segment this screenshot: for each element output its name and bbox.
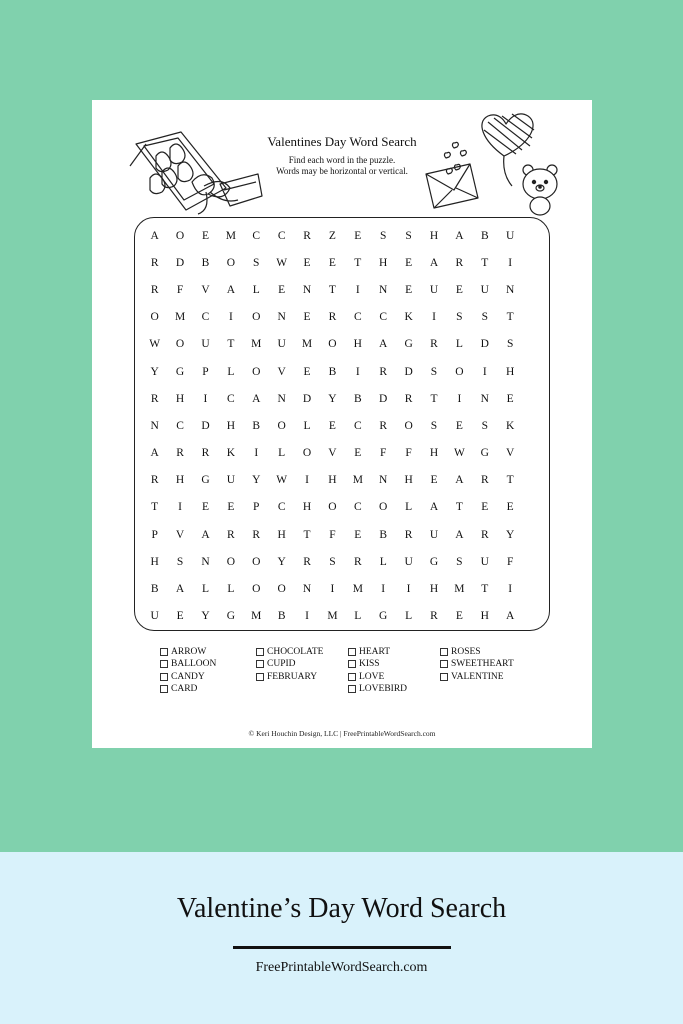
grid-letter: N <box>277 392 286 405</box>
word-column <box>348 646 434 695</box>
grid-letter: T <box>354 256 362 269</box>
grid-letter: I <box>254 447 259 460</box>
word-checkbox[interactable] <box>348 685 356 693</box>
grid-letter: A <box>150 229 159 242</box>
grid-row <box>142 385 523 412</box>
grid-letter: U <box>480 283 489 296</box>
word-search-sheet <box>92 100 592 748</box>
grid-letter: A <box>506 610 515 623</box>
grid-letter: U <box>277 338 286 351</box>
grid-letter: F <box>380 447 387 460</box>
grid-letter: T <box>303 528 311 541</box>
grid-letter: C <box>176 419 184 432</box>
word-label: CANDY <box>171 671 205 682</box>
grid-letter: U <box>201 338 210 351</box>
teddy-bear-icon <box>523 165 557 215</box>
grid-row <box>142 412 523 439</box>
sheet-title: Valentines Day Word Search <box>267 134 417 149</box>
grid-letter: U <box>226 474 236 487</box>
word-checkbox[interactable] <box>440 648 448 656</box>
word-label: LOVE <box>359 671 385 682</box>
grid-letter: O <box>328 338 337 351</box>
grid-letter: L <box>278 447 286 460</box>
grid-letter: L <box>252 283 260 296</box>
grid-letter: D <box>480 338 489 351</box>
grid-letter: S <box>380 229 387 242</box>
grid-letter: R <box>176 447 184 460</box>
grid-letter: S <box>405 229 412 242</box>
grid-letter: Y <box>252 474 261 487</box>
grid-letter: G <box>175 365 185 378</box>
grid-letter: M <box>251 610 262 623</box>
grid-letter: D <box>404 365 413 378</box>
grid-letter: S <box>253 256 260 269</box>
grid-letter: S <box>481 419 488 432</box>
grid-letter: E <box>455 610 463 623</box>
grid-letter: E <box>405 256 413 269</box>
grid-letter: R <box>430 338 438 351</box>
grid-letter: E <box>506 501 514 514</box>
grid-letter: I <box>508 256 513 269</box>
light-blue-banner-background <box>0 852 683 1024</box>
grid-letter: U <box>429 528 439 541</box>
grid-letter: R <box>480 528 489 541</box>
grid-letter: B <box>353 392 362 405</box>
grid-letter: W <box>276 256 288 269</box>
grid-letter: I <box>355 365 360 378</box>
grid-letter: R <box>379 419 388 432</box>
grid-letter: A <box>455 474 464 487</box>
grid-letter: G <box>379 610 388 623</box>
grid-letter: D <box>302 392 312 405</box>
grid-letter: R <box>455 256 464 269</box>
grid-letter: M <box>352 583 363 596</box>
grid-letter: O <box>379 501 388 514</box>
grid-letter: E <box>303 256 311 269</box>
grid-letter: O <box>252 365 261 378</box>
grid-letter: K <box>506 419 515 432</box>
word-column <box>256 646 342 695</box>
word-checkbox[interactable] <box>256 673 264 681</box>
grid-letter: E <box>430 474 438 487</box>
grid-letter: H <box>404 474 413 487</box>
word-column <box>440 646 550 695</box>
grid-letter: H <box>150 555 159 568</box>
grid-letter: V <box>277 365 286 378</box>
grid-letter: E <box>354 447 362 460</box>
word-item <box>440 646 550 658</box>
banner-divider <box>233 946 451 949</box>
grid-letter: E <box>328 419 336 432</box>
grid-letter: I <box>508 583 513 596</box>
banner-title: Valentine’s Day Word Search <box>176 893 507 924</box>
grid-row <box>142 276 523 303</box>
grid-letter: H <box>226 419 236 432</box>
word-item <box>160 671 250 683</box>
grid-letter: O <box>455 365 464 378</box>
grid-letter: Y <box>201 610 210 623</box>
word-checkbox[interactable] <box>256 648 264 656</box>
grid-letter: U <box>150 610 159 623</box>
grid-letter: R <box>303 229 311 242</box>
grid-letter: O <box>175 229 185 242</box>
grid-letter: R <box>379 365 388 378</box>
grid-letter: S <box>176 555 184 568</box>
grid-letter: S <box>456 311 463 324</box>
word-checkbox[interactable] <box>160 673 168 681</box>
word-label: SWEETHEART <box>451 659 514 670</box>
grid-letter: G <box>404 338 413 351</box>
word-list <box>160 646 556 695</box>
grid-letter: C <box>201 311 210 324</box>
grid-letter: B <box>201 256 210 269</box>
grid-letter: E <box>201 229 209 242</box>
grid-letter: R <box>150 256 159 269</box>
grid-letter: S <box>430 419 438 432</box>
grid-letter: M <box>301 338 313 351</box>
grid-letter: E <box>354 528 362 541</box>
grid-letter: H <box>429 229 439 242</box>
grid-letter: C <box>353 501 362 514</box>
grid-letter: V <box>201 283 210 296</box>
grid-letter: V <box>175 528 185 541</box>
word-label: KISS <box>359 659 380 670</box>
grid-letter: F <box>329 528 336 541</box>
grid-letter: O <box>277 419 286 432</box>
grid-letter: H <box>379 256 388 269</box>
grid-letter: G <box>201 474 210 487</box>
grid-letter: O <box>252 311 261 324</box>
grid-row <box>142 467 523 494</box>
grid-letter: P <box>253 501 260 514</box>
grid-row <box>142 304 523 331</box>
grid-letter: E <box>303 311 311 324</box>
grid-letter: I <box>355 283 360 296</box>
grid-letter: H <box>277 528 286 541</box>
grid-letter: G <box>429 555 439 568</box>
word-label: HEART <box>359 647 391 658</box>
grid-letter: E <box>278 283 286 296</box>
grid-letter: A <box>175 583 185 596</box>
grid-letter: O <box>150 311 159 324</box>
grid-letter: R <box>201 447 210 460</box>
grid-letter: L <box>405 610 413 623</box>
grid-letter: H <box>429 583 439 596</box>
grid-letter: I <box>203 392 208 405</box>
word-item <box>440 671 550 683</box>
grid-letter: Y <box>277 555 286 568</box>
grid-row <box>142 548 523 575</box>
grid-letter: T <box>227 338 235 351</box>
grid-row <box>142 358 523 385</box>
grid-letter: T <box>151 501 159 514</box>
grid-letter: O <box>328 501 337 514</box>
word-label: CARD <box>171 684 198 695</box>
grid-letter: T <box>430 392 438 405</box>
grid-letter: R <box>404 528 413 541</box>
grid-letter: O <box>404 419 413 432</box>
word-checkbox[interactable] <box>440 660 448 668</box>
grid-letter: D <box>379 392 388 405</box>
grid-letter: L <box>354 610 362 623</box>
grid-letter: Y <box>328 392 337 405</box>
word-item <box>160 658 250 670</box>
grid-row <box>142 440 523 467</box>
grid-letter: H <box>506 365 515 378</box>
word-checkbox[interactable] <box>256 660 264 668</box>
copyright-credit: © Keri Houchin Design, LLC | FreePrintableWordSearch.com <box>248 729 436 738</box>
grid-letter: E <box>227 501 235 514</box>
grid-letter: E <box>201 501 209 514</box>
grid-letter: L <box>227 365 235 378</box>
word-checkbox[interactable] <box>440 673 448 681</box>
grid-letter: O <box>302 447 312 460</box>
grid-letter: I <box>178 501 182 514</box>
grid-letter: N <box>379 474 388 487</box>
grid-letter: R <box>150 392 159 405</box>
grid-letter: R <box>227 528 235 541</box>
grid-letter: S <box>430 365 438 378</box>
grid-letter: G <box>480 447 489 460</box>
grid-letter: Y <box>506 528 515 541</box>
grid-letter: T <box>506 311 514 324</box>
grid-letter: C <box>277 501 286 514</box>
word-item <box>160 683 250 695</box>
grid-letter: S <box>481 311 488 324</box>
word-label: LOVEBIRD <box>359 684 408 695</box>
word-column <box>160 646 250 695</box>
letter-grid <box>142 222 523 630</box>
word-label: BALLOON <box>171 659 217 670</box>
grid-letter: H <box>353 338 362 351</box>
word-item <box>348 671 434 683</box>
grid-letter: Z <box>328 229 336 242</box>
word-checkbox[interactable] <box>348 648 356 656</box>
grid-letter: A <box>150 447 159 460</box>
grid-letter: R <box>328 311 337 324</box>
grid-letter: R <box>404 392 413 405</box>
grid-letter: V <box>506 447 515 460</box>
grid-letter: H <box>175 474 185 487</box>
grid-letter: G <box>226 610 236 623</box>
grid-letter: I <box>330 583 335 596</box>
grid-letter: A <box>201 528 210 541</box>
grid-letter: C <box>227 392 235 405</box>
grid-letter: O <box>226 256 236 269</box>
grid-letter: F <box>506 555 514 568</box>
sheet-instructions-line1: Find each word in the puzzle. <box>288 155 396 165</box>
grid-letter: C <box>252 229 261 242</box>
grid-letter: E <box>328 256 336 269</box>
grid-letter: C <box>353 311 362 324</box>
grid-letter: B <box>480 229 489 242</box>
grid-letter: B <box>252 419 261 432</box>
grid-letter: U <box>429 283 439 296</box>
grid-letter: O <box>226 555 236 568</box>
grid-letter: T <box>328 283 336 296</box>
grid-letter: K <box>226 447 236 460</box>
word-item <box>440 658 550 670</box>
grid-letter: W <box>453 447 465 460</box>
grid-letter: K <box>404 311 413 324</box>
grid-letter: A <box>429 256 439 269</box>
grid-letter: I <box>381 583 386 596</box>
word-checkbox[interactable] <box>348 660 356 668</box>
grid-letter: P <box>151 528 158 541</box>
grid-letter: I <box>305 474 309 487</box>
grid-letter: A <box>252 392 261 405</box>
grid-letter: V <box>328 447 337 460</box>
word-item <box>256 671 342 683</box>
grid-letter: E <box>354 229 362 242</box>
grid-letter: E <box>405 283 413 296</box>
grid-letter: N <box>379 283 388 296</box>
word-checkbox[interactable] <box>160 648 168 656</box>
grid-letter: A <box>455 229 464 242</box>
grid-letter: L <box>405 501 413 514</box>
grid-row <box>142 521 523 548</box>
grid-letter: B <box>277 610 286 623</box>
grid-row <box>142 222 523 249</box>
grid-letter: U <box>506 229 515 242</box>
grid-row <box>142 575 523 602</box>
grid-letter: I <box>406 583 411 596</box>
word-item <box>348 646 434 658</box>
grid-letter: H <box>175 392 185 405</box>
grid-letter: C <box>379 311 388 324</box>
grid-letter: A <box>429 501 439 514</box>
grid-letter: W <box>149 338 161 351</box>
grid-letter: B <box>150 583 159 596</box>
word-item <box>256 646 342 658</box>
sheet-instructions-line2: Words may be horizontal or vertical. <box>276 166 408 176</box>
banner-url[interactable]: FreePrintableWordSearch.com <box>255 960 428 975</box>
grid-letter: H <box>302 501 312 514</box>
grid-letter: I <box>305 610 309 623</box>
word-label: VALENTINE <box>451 671 504 682</box>
word-label: CHOCOLATE <box>267 647 324 658</box>
word-label: FEBRUARY <box>267 671 318 682</box>
word-label: CUPID <box>267 659 296 670</box>
grid-letter: A <box>226 283 236 296</box>
grid-letter: I <box>482 365 487 378</box>
grid-letter: R <box>430 610 438 623</box>
grid-letter: M <box>225 229 236 242</box>
grid-letter: S <box>456 555 463 568</box>
heart-balloon-icon <box>422 112 572 217</box>
word-label: ARROW <box>171 647 207 658</box>
grid-letter: N <box>150 419 159 432</box>
grid-letter: F <box>405 447 412 460</box>
word-item <box>256 658 342 670</box>
grid-letter: H <box>480 610 489 623</box>
grid-letter: E <box>455 419 463 432</box>
grid-letter: P <box>202 365 209 378</box>
grid-letter: R <box>480 474 489 487</box>
grid-letter: E <box>455 283 463 296</box>
grid-row <box>142 331 523 358</box>
grid-letter: R <box>353 555 362 568</box>
grid-row <box>142 603 523 630</box>
word-item <box>160 646 250 658</box>
grid-letter: S <box>506 338 514 351</box>
grid-letter: E <box>176 610 184 623</box>
word-checkbox[interactable] <box>348 673 356 681</box>
grid-letter: M <box>352 474 363 487</box>
grid-letter: F <box>176 283 184 296</box>
grid-letter: L <box>455 338 463 351</box>
grid-letter: N <box>201 555 210 568</box>
grid-letter: N <box>302 283 312 296</box>
grid-letter: O <box>175 338 185 351</box>
grid-letter: H <box>328 474 337 487</box>
grid-letter: R <box>150 283 159 296</box>
grid-letter: T <box>455 501 463 514</box>
grid-letter: L <box>201 583 209 596</box>
grid-letter: U <box>404 555 413 568</box>
grid-letter: N <box>277 311 286 324</box>
grid-letter: I <box>432 311 436 324</box>
grid-letter: L <box>227 583 235 596</box>
grid-letter: W <box>276 474 288 487</box>
grid-letter: I <box>457 392 462 405</box>
grid-letter: E <box>506 392 514 405</box>
grid-letter: H <box>429 447 439 460</box>
grid-letter: Y <box>150 365 159 378</box>
grid-letter: L <box>303 419 311 432</box>
grid-letter: R <box>150 474 159 487</box>
grid-letter: T <box>506 474 514 487</box>
grid-letter: R <box>252 528 261 541</box>
grid-letter: A <box>455 528 464 541</box>
grid-letter: U <box>480 555 489 568</box>
grid-letter: L <box>379 555 387 568</box>
grid-letter: E <box>303 365 311 378</box>
grid-letter: M <box>454 583 465 596</box>
grid-letter: N <box>480 392 489 405</box>
grid-row <box>142 249 523 276</box>
grid-letter: C <box>353 419 362 432</box>
grid-letter: D <box>201 419 210 432</box>
grid-letter: T <box>481 256 489 269</box>
grid-letter: E <box>481 501 489 514</box>
grid-letter: O <box>252 555 261 568</box>
grid-letter: T <box>481 583 489 596</box>
grid-letter: R <box>303 555 311 568</box>
grid-letter: D <box>175 256 185 269</box>
grid-letter: B <box>379 528 388 541</box>
grid-letter: O <box>252 583 261 596</box>
grid-letter: M <box>174 311 186 324</box>
grid-letter: N <box>506 283 515 296</box>
grid-letter: M <box>251 338 262 351</box>
grid-letter: M <box>327 610 338 623</box>
word-item <box>348 683 434 695</box>
word-checkbox[interactable] <box>160 660 168 668</box>
grid-letter: I <box>228 311 233 324</box>
grid-letter: O <box>277 583 286 596</box>
grid-letter: B <box>328 365 337 378</box>
grid-letter: A <box>379 338 388 351</box>
word-label: ROSES <box>451 647 481 658</box>
grid-letter: S <box>329 555 336 568</box>
grid-letter: C <box>277 229 286 242</box>
word-item <box>348 658 434 670</box>
grid-row <box>142 494 523 521</box>
word-checkbox[interactable] <box>160 685 168 693</box>
grid-letter: N <box>302 583 312 596</box>
